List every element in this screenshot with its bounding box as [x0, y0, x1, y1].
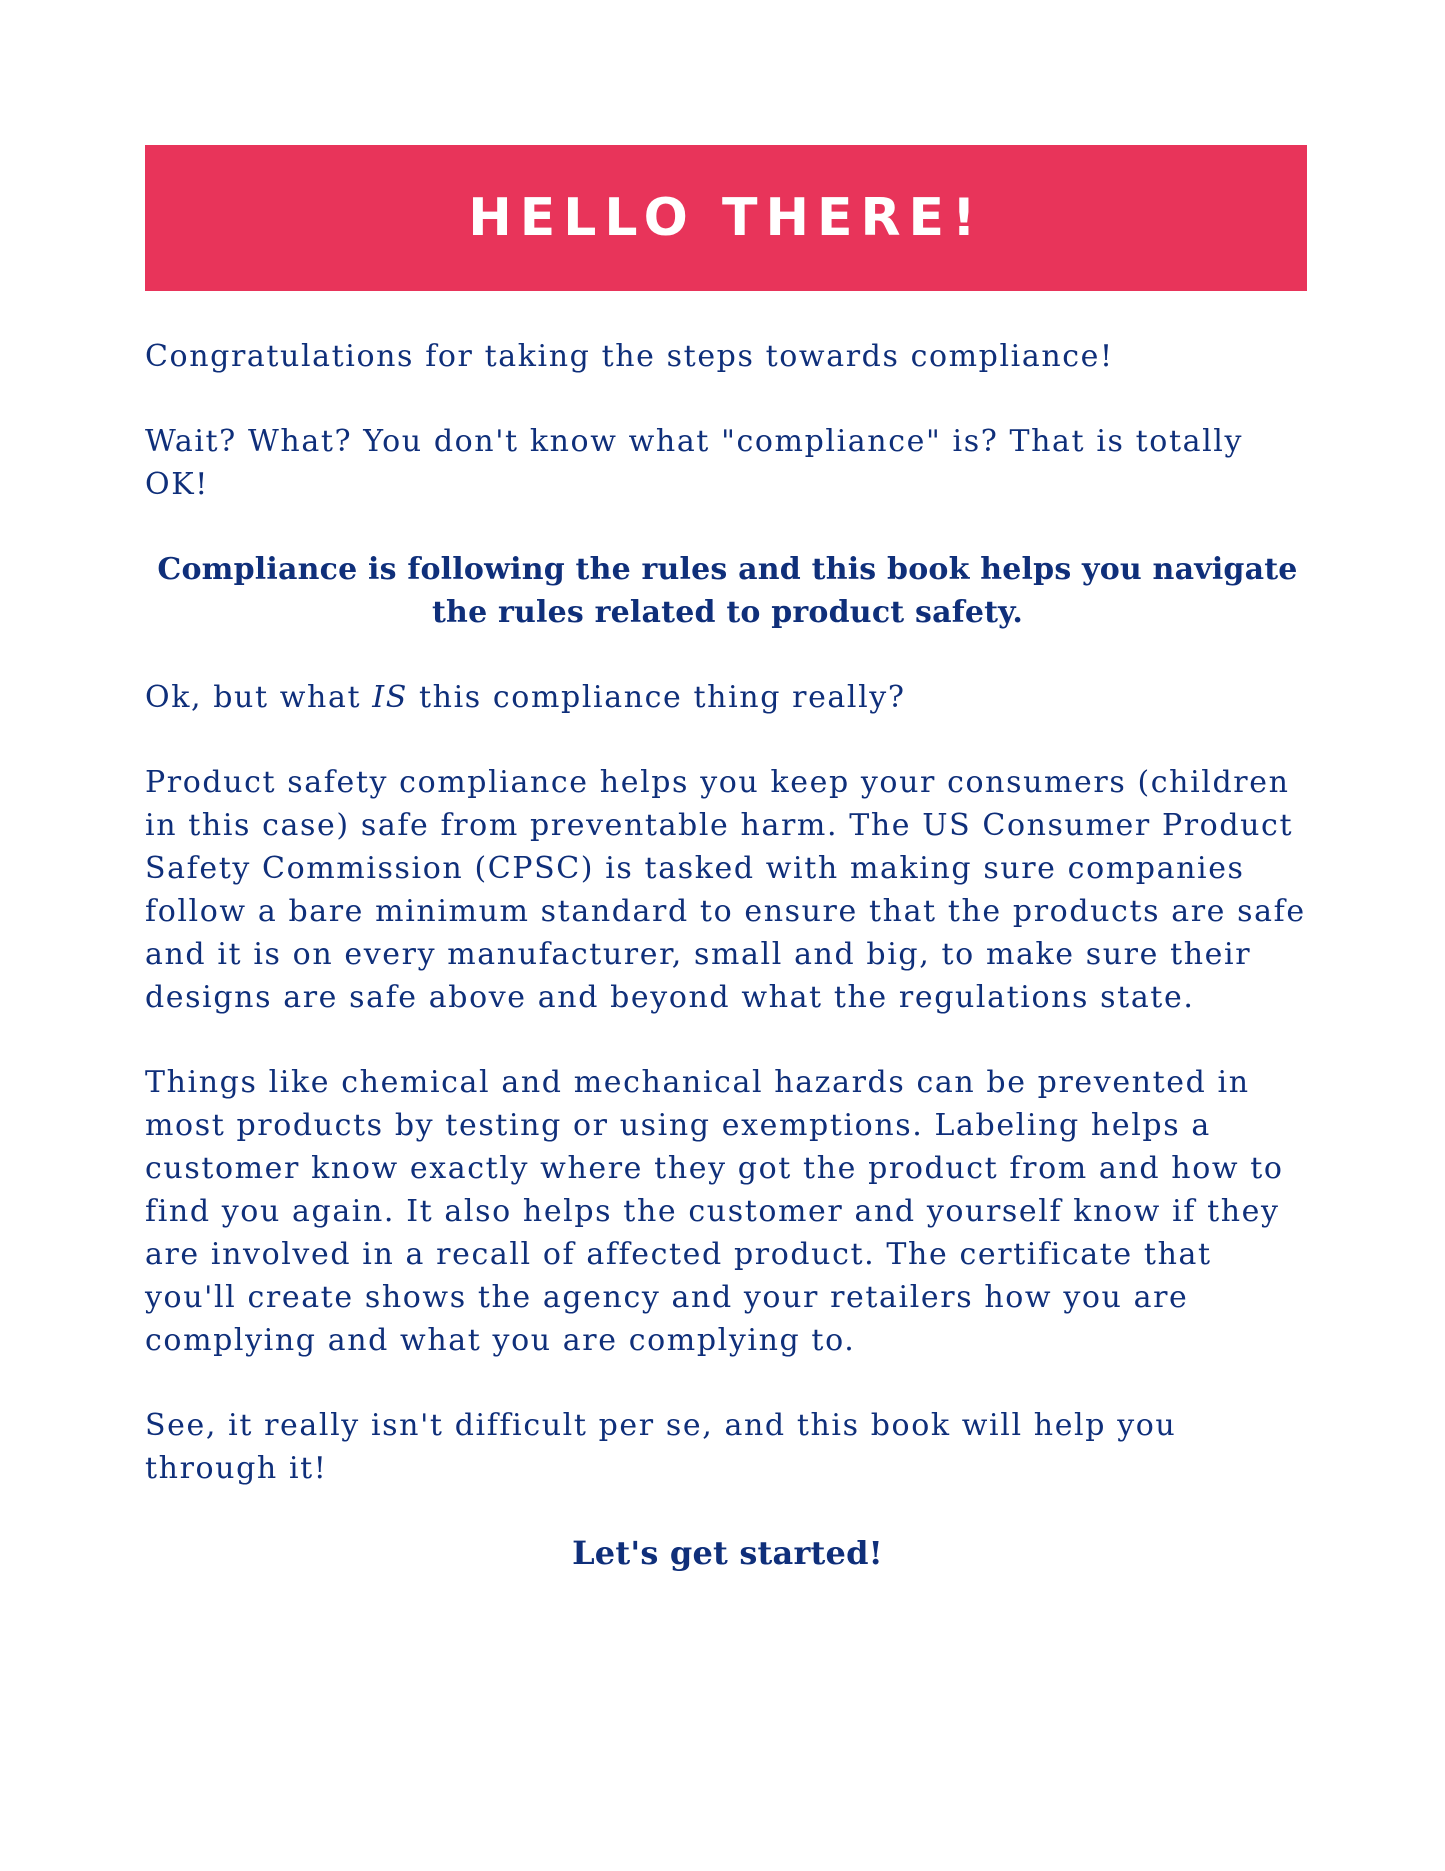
body-content — [145, 335, 1310, 1617]
congratulations-paragraph: Congratulations for taking the steps towards compliance! — [145, 339, 1114, 374]
definition-paragraph: Compliance is following the rules and this book helps you navigate the rules related to product safety. — [157, 552, 1298, 630]
title-banner — [145, 145, 1307, 291]
page-title: HELLO THERE! — [468, 188, 984, 248]
what-is-emphasis: IS — [372, 680, 408, 715]
hazards-paragraph: Things like chemical and mechanical hazards can be prevented in most products by testing or using exemptions. Labeling helps a customer know exactly where they got the product from and how to find you again. It also helps the customer and yourself know if they are involved in a recall of affected product. The certificate that you'll create shows the agency and your retailers how you are complying and what you are complying to. — [145, 1065, 1284, 1358]
product-safety-paragraph: Product safety compliance helps you keep your consumers (children in this case) safe from preventable harm. The US Consumer Product Safety Commission (CPSC) is tasked with making sure companies follow a bare minimum standard to ensure that the products are safe and it is on every manufacturer, small and big, to make sure their designs are safe above and beyond what the regulations state. — [145, 765, 1306, 1015]
what-is-prefix: Ok, but what — [145, 680, 373, 715]
closing-line: Let's get started! — [572, 1534, 883, 1572]
reassurance-paragraph: See, it really isn't difficult per se, and this book will help you through it! — [145, 1408, 1177, 1486]
what-is-paragraph — [145, 676, 1310, 719]
question-paragraph: Wait? What? You don't know what "compliance" is? That is totally OK! — [145, 424, 1244, 502]
what-is-suffix: this compliance thing really? — [407, 680, 906, 715]
